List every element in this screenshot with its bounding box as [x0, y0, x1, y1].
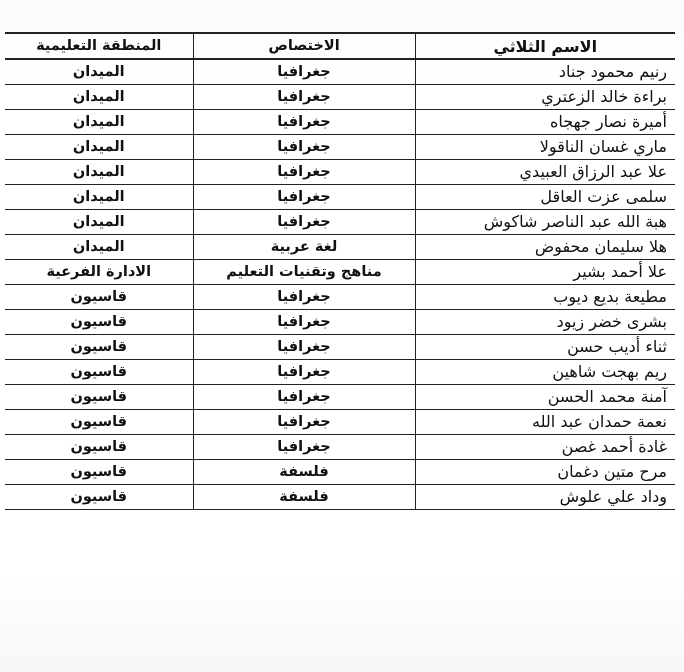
cell-specialization: مناهج وتقنيات التعليم — [193, 259, 415, 284]
cell-educational-region: الميدان — [5, 59, 193, 84]
cell-full-name: بشرى خضر زيود — [415, 309, 675, 334]
table-row — [5, 134, 675, 159]
cell-full-name: مطيعة بديع ديوب — [415, 284, 675, 309]
cell-full-name: رنيم محمود جناد — [415, 59, 675, 84]
cell-educational-region: الميدان — [5, 134, 193, 159]
cell-specialization: فلسفة — [193, 459, 415, 484]
cell-educational-region: قاسيون — [5, 409, 193, 434]
cell-specialization: جغرافيا — [193, 384, 415, 409]
cell-full-name: ماري غسان الناقولا — [415, 134, 675, 159]
cell-educational-region: الميدان — [5, 159, 193, 184]
cell-specialization: جغرافيا — [193, 59, 415, 84]
table-header — [5, 33, 675, 59]
table-row — [5, 159, 675, 184]
cell-educational-region: قاسيون — [5, 459, 193, 484]
cell-educational-region: قاسيون — [5, 434, 193, 459]
cell-specialization: جغرافيا — [193, 359, 415, 384]
cell-specialization: جغرافيا — [193, 159, 415, 184]
table-row — [5, 484, 675, 509]
header-full-name: الاسم الثلاثي — [415, 33, 675, 59]
table-row — [5, 234, 675, 259]
cell-educational-region: الميدان — [5, 209, 193, 234]
cell-specialization: جغرافيا — [193, 84, 415, 109]
cell-full-name: مرح متين دغمان — [415, 459, 675, 484]
table-row — [5, 359, 675, 384]
cell-full-name: نعمة حمدان عبد الله — [415, 409, 675, 434]
staff-table — [5, 32, 675, 510]
cell-full-name: وداد علي علوش — [415, 484, 675, 509]
table-row — [5, 459, 675, 484]
table-row — [5, 434, 675, 459]
table-body — [5, 59, 675, 509]
table-row — [5, 84, 675, 109]
cell-full-name: ثناء أديب حسن — [415, 334, 675, 359]
table-row — [5, 409, 675, 434]
cell-full-name: ريم بهجت شاهين — [415, 359, 675, 384]
cell-educational-region: الميدان — [5, 109, 193, 134]
cell-educational-region: قاسيون — [5, 309, 193, 334]
cell-full-name: علا أحمد بشير — [415, 259, 675, 284]
cell-specialization: جغرافيا — [193, 309, 415, 334]
cell-full-name: براءة خالد الزعتري — [415, 84, 675, 109]
cell-educational-region: الادارة الفرعية — [5, 259, 193, 284]
cell-full-name: غادة أحمد غصن — [415, 434, 675, 459]
cell-educational-region: قاسيون — [5, 384, 193, 409]
table-row — [5, 309, 675, 334]
cell-full-name: هبة الله عبد الناصر شاكوش — [415, 209, 675, 234]
table-row — [5, 59, 675, 84]
cell-specialization: جغرافيا — [193, 434, 415, 459]
header-educational-region: المنطقة التعليمية — [5, 33, 193, 59]
cell-educational-region: قاسيون — [5, 334, 193, 359]
cell-specialization: جغرافيا — [193, 409, 415, 434]
cell-full-name: هلا سليمان محفوض — [415, 234, 675, 259]
cell-specialization: جغرافيا — [193, 334, 415, 359]
table-row — [5, 284, 675, 309]
header-specialization: الاختصاص — [193, 33, 415, 59]
cell-educational-region: الميدان — [5, 184, 193, 209]
table-row — [5, 184, 675, 209]
cell-specialization: جغرافيا — [193, 209, 415, 234]
cell-educational-region: قاسيون — [5, 484, 193, 509]
table-row — [5, 384, 675, 409]
cell-educational-region: الميدان — [5, 84, 193, 109]
header-row — [5, 33, 675, 59]
cell-specialization: فلسفة — [193, 484, 415, 509]
cell-specialization: جغرافيا — [193, 284, 415, 309]
cell-full-name: آمنة محمد الحسن — [415, 384, 675, 409]
table-row — [5, 109, 675, 134]
cell-specialization: جغرافيا — [193, 109, 415, 134]
cell-specialization: جغرافيا — [193, 134, 415, 159]
cell-educational-region: قاسيون — [5, 284, 193, 309]
table-row — [5, 209, 675, 234]
cell-specialization: جغرافيا — [193, 184, 415, 209]
cell-educational-region: الميدان — [5, 234, 193, 259]
cell-full-name: علا عبد الرزاق العبيدي — [415, 159, 675, 184]
cell-full-name: أميرة نصار جهجاه — [415, 109, 675, 134]
cell-specialization: لغة عربية — [193, 234, 415, 259]
cell-full-name: سلمى عزت العاقل — [415, 184, 675, 209]
table-row — [5, 334, 675, 359]
table-row — [5, 259, 675, 284]
cell-educational-region: قاسيون — [5, 359, 193, 384]
